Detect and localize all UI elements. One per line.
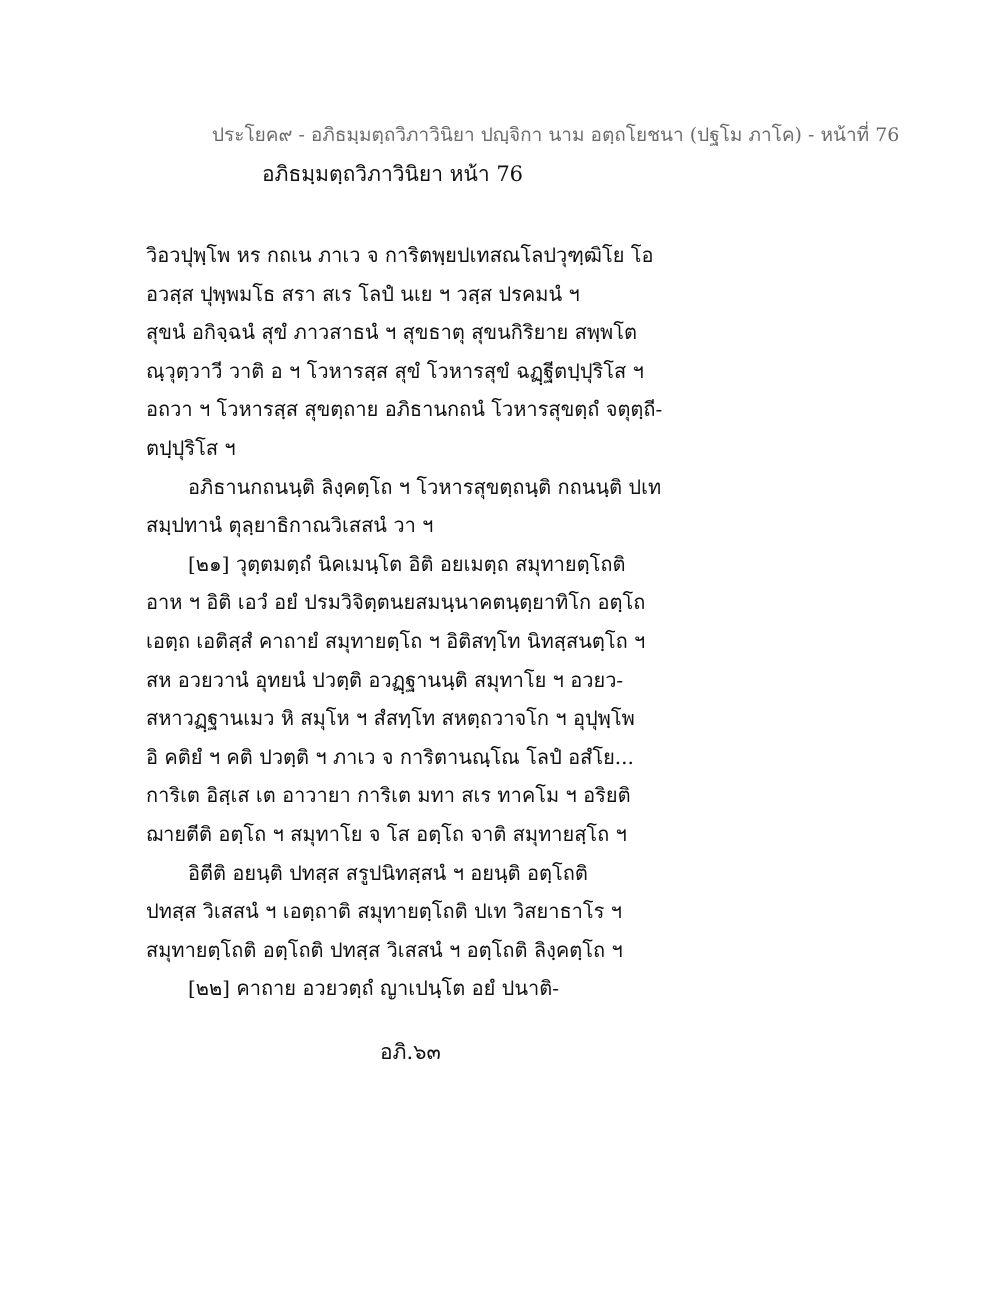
text-line: การิเต อิสฺเส เต อาวายา การิเต มทา สเร ทาคโม ฯ อริยติ bbox=[146, 783, 631, 808]
paragraph-start: อภิธานกถนนฺติ ลิงฺคตฺโถ ฯ โวหารสุขตฺถนฺติ กถนนฺติ ปเท bbox=[188, 474, 662, 499]
running-header: ประโยค๙ - อภิธมฺมตฺถวิภาวินิยา ปญฺจิกา นาม อตฺถโยชนา (ปฐโม ภาโค) - หน้าที่ 76 bbox=[212, 124, 900, 146]
paragraph-start: [๒๒] คาถาย อวยวตฺถํ ญาเปนฺโต อยํ ปนาติ- bbox=[188, 976, 559, 1001]
page-title: อภิธมฺมตฺถวิภาวินิยา หน้า 76 bbox=[262, 162, 524, 186]
text-line: อาห ฯ อิติ เอวํ อยํ ปรมวิจิตฺตนยสมนฺนาคตนฺตฺยาทิโก อตฺโถ bbox=[146, 590, 646, 615]
text-line: สหาวฏฺฐานเมว หิ สมุโห ฯ สํสทฺโท สหตฺถวาจโก ฯ อุปุพฺโพ bbox=[146, 706, 635, 731]
text-line: เอตฺถ เอติสฺสํ คาถายํ สมุทายตฺโถ ฯ อิติสทฺโท นิทสฺสนตฺโถ ฯ bbox=[146, 628, 646, 653]
text-line: สมฺปทานํ ตุลฺยาธิกาณวิเสสนํ วา ฯ bbox=[146, 513, 434, 538]
text-line: สมุทายตฺโถติ อตฺโถติ ปทสฺส วิเสสนํ ฯ อตฺโถติ ลิงฺคตฺโถ ฯ bbox=[146, 937, 623, 962]
text-line: ตปฺปุริโส ฯ bbox=[146, 435, 236, 460]
paragraph-start: อิตีติ อยนฺติ ปทสฺส สรูปนิทสฺสนํ ฯ อยนฺติ อตฺโถติ bbox=[188, 860, 588, 885]
text-line: สุขนํ อกิจฺฉนํ สุขํ ภาวสาธนํ ฯ สุขธาตุ สุขนกิริยาย สพฺพโต bbox=[146, 320, 637, 345]
text-line: ณฺวุตฺวาวี วาติ อ ฯ โวหารสฺส สุขํ โวหารสุขํ ฉฏฺฐีตปฺปุริโส ฯ bbox=[146, 358, 644, 383]
text-line: อวสฺส ปุพฺพมโธ สรา สเร โลปํ นเย ฯ วสฺส ปรคมนํ ฯ bbox=[146, 281, 580, 306]
paragraph-start: [๒๑] วุตฺตมตฺถํ นิคเมนฺโต อิติ อยเมตฺถ สมุทายตฺโถติ bbox=[188, 551, 626, 576]
text-line: อิ คติยํ ฯ คติ ปวตฺติ ฯ ภาเว จ การิตานณฺโณ โลปํ อสํโย... bbox=[146, 744, 634, 769]
text-line: วิอวปุพฺโพ หร กถเน ภาเว จ การิตพฺยปเทสณโลปวุฑฺฒิโย โอ bbox=[146, 243, 654, 267]
text-line: สห อวยวานํ อุทยนํ ปวตฺติ อวฏฺฐานนฺติ สมุทาโย ฯ อวยว- bbox=[146, 667, 624, 692]
text-line: ปทสฺส วิเสสนํ ฯ เอตฺถาติ สมุทายตฺโถติ ปเท วิสยาธาโร ฯ bbox=[146, 899, 622, 924]
body-text bbox=[146, 236, 866, 1008]
text-line: ฌายตีติ อตฺโถ ฯ สมุทาโย จ โส อตฺโถ จาติ สมุทายสฺโถ ฯ bbox=[146, 821, 627, 846]
footer-reference: อภิ.๖๓ bbox=[380, 1040, 441, 1064]
text-line: อถวา ฯ โวหารสฺส สุขตฺถาย อภิธานกถนํ โวหารสุขตฺถํ จตุตฺถี- bbox=[146, 397, 663, 422]
